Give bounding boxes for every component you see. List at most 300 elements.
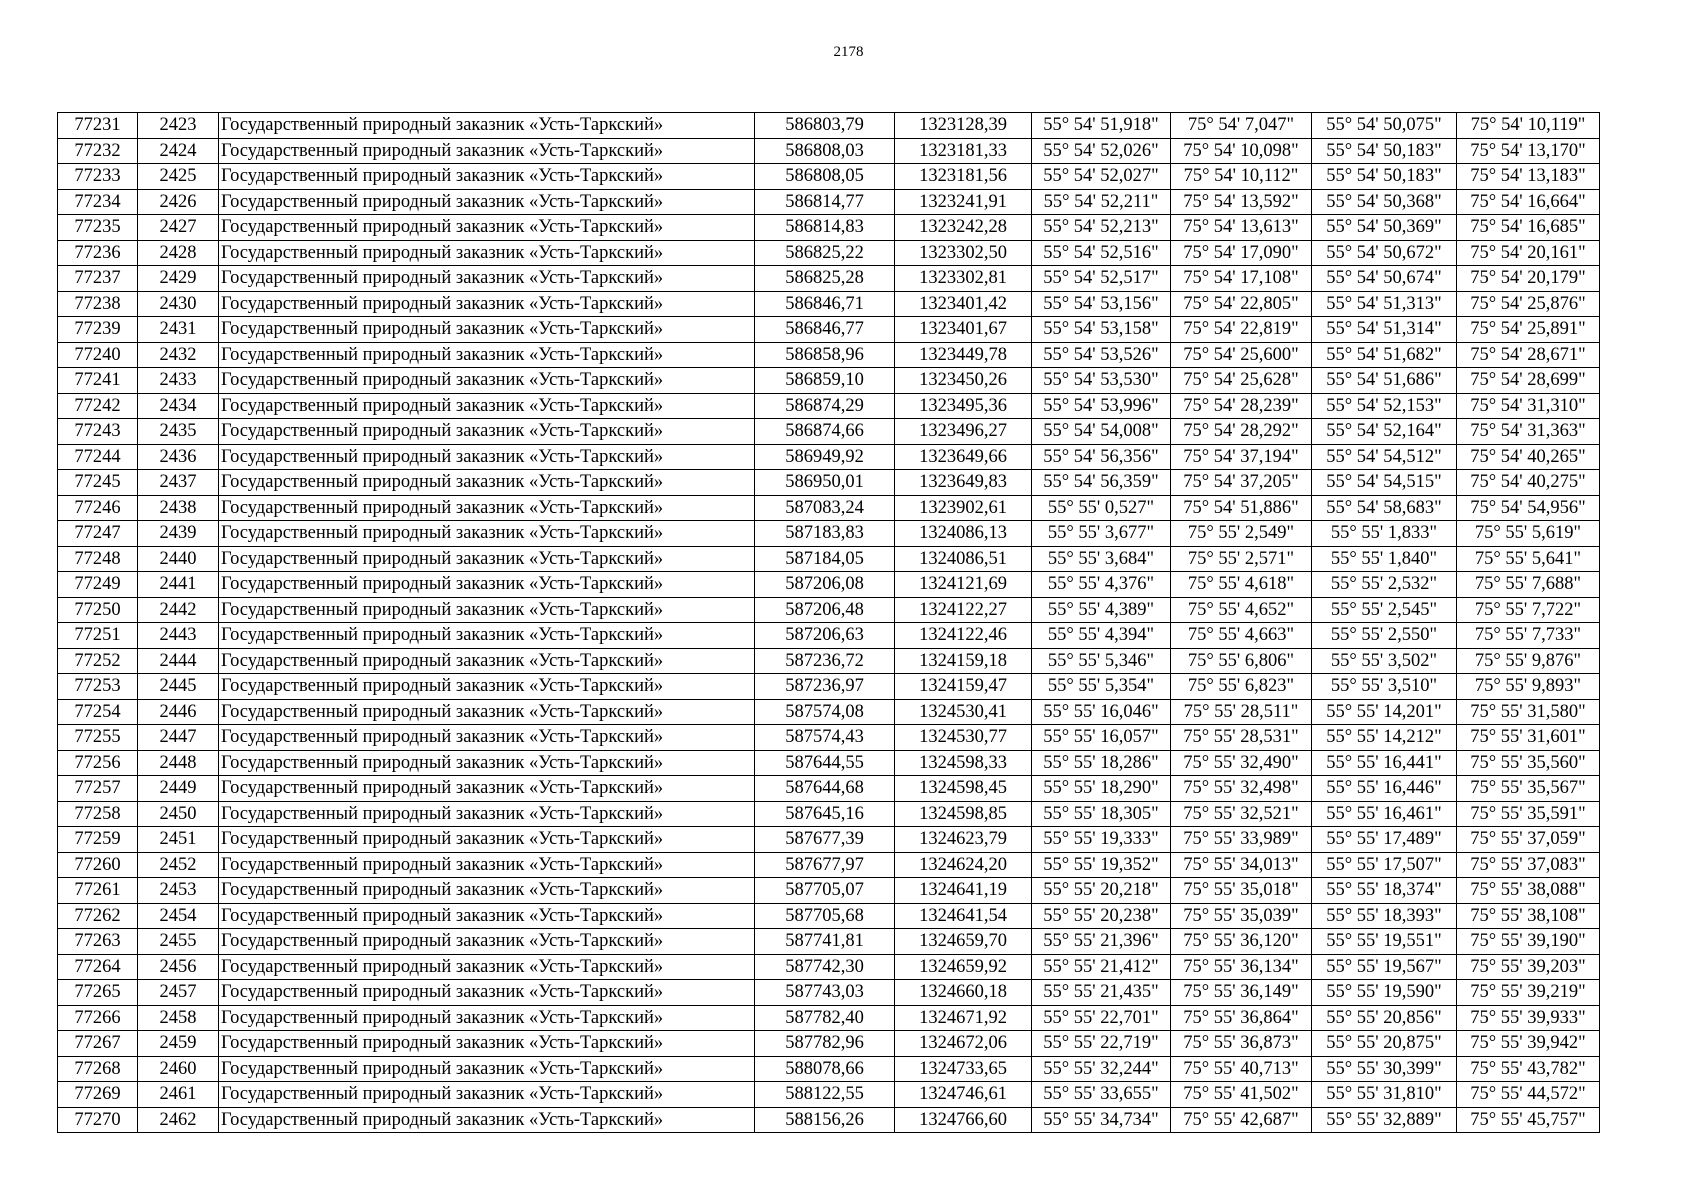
latitude-1-cell: 55° 55' 5,354" [1032,674,1171,700]
territory-name-cell: Государственный природный заказник «Усть-Таркский» [219,1005,755,1031]
longitude-1-cell: 75° 54' 22,819" [1171,317,1312,343]
latitude-1-cell: 55° 54' 56,359" [1032,470,1171,496]
coord-y-cell: 1324086,51 [895,546,1032,572]
table-row [58,189,1600,215]
territory-name-cell: Государственный природный заказник «Усть-Таркский» [219,470,755,496]
longitude-1-cell: 75° 54' 10,098" [1171,138,1312,164]
coord-x-cell: 588078,66 [755,1056,895,1082]
table-row [58,878,1600,904]
table-row [58,725,1600,751]
latitude-2-cell: 55° 54' 50,369" [1312,215,1457,241]
table-row [58,495,1600,521]
longitude-2-cell: 75° 54' 25,891" [1457,317,1600,343]
point-number-cell: 2439 [138,521,219,547]
territory-name-cell: Государственный природный заказник «Усть-Таркский» [219,215,755,241]
point-number-cell: 2451 [138,827,219,853]
latitude-1-cell: 55° 54' 52,516" [1032,240,1171,266]
record-id-cell: 77264 [58,954,138,980]
record-id-cell: 77241 [58,368,138,394]
territory-name-cell: Государственный природный заказник «Усть-Таркский» [219,1031,755,1057]
coord-x-cell: 586808,03 [755,138,895,164]
longitude-2-cell: 75° 55' 37,059" [1457,827,1600,853]
record-id-cell: 77245 [58,470,138,496]
longitude-2-cell: 75° 54' 28,671" [1457,342,1600,368]
longitude-1-cell: 75° 55' 36,864" [1171,1005,1312,1031]
table-row [58,342,1600,368]
territory-name-cell: Государственный природный заказник «Усть-Таркский» [219,572,755,598]
record-id-cell: 77238 [58,291,138,317]
record-id-cell: 77234 [58,189,138,215]
territory-name-cell: Государственный природный заказник «Усть-Таркский» [219,827,755,853]
table-row [58,546,1600,572]
latitude-2-cell: 55° 55' 1,833" [1312,521,1457,547]
territory-name-cell: Государственный природный заказник «Усть-Таркский» [219,113,755,139]
coord-x-cell: 586874,66 [755,419,895,445]
territory-name-cell: Государственный природный заказник «Усть-Таркский» [219,291,755,317]
table-body [58,113,1600,1133]
coord-x-cell: 587206,08 [755,572,895,598]
coord-y-cell: 1323401,42 [895,291,1032,317]
longitude-2-cell: 75° 55' 35,567" [1457,776,1600,802]
territory-name-cell: Государственный природный заказник «Усть-Таркский» [219,393,755,419]
coord-x-cell: 587743,03 [755,980,895,1006]
latitude-2-cell: 55° 54' 50,672" [1312,240,1457,266]
latitude-2-cell: 55° 55' 17,507" [1312,852,1457,878]
latitude-1-cell: 55° 54' 52,211" [1032,189,1171,215]
longitude-1-cell: 75° 55' 2,571" [1171,546,1312,572]
point-number-cell: 2455 [138,929,219,955]
point-number-cell: 2433 [138,368,219,394]
coord-y-cell: 1324659,70 [895,929,1032,955]
table-row [58,1107,1600,1133]
point-number-cell: 2454 [138,903,219,929]
latitude-1-cell: 55° 55' 19,333" [1032,827,1171,853]
latitude-2-cell: 55° 54' 58,683" [1312,495,1457,521]
point-number-cell: 2431 [138,317,219,343]
coord-y-cell: 1323450,26 [895,368,1032,394]
longitude-1-cell: 75° 54' 17,108" [1171,266,1312,292]
coord-y-cell: 1324122,46 [895,623,1032,649]
point-number-cell: 2423 [138,113,219,139]
record-id-cell: 77231 [58,113,138,139]
latitude-2-cell: 55° 55' 19,567" [1312,954,1457,980]
latitude-1-cell: 55° 55' 33,655" [1032,1082,1171,1108]
page-number: 2178 [833,44,864,60]
latitude-2-cell: 55° 55' 20,875" [1312,1031,1457,1057]
latitude-1-cell: 55° 55' 21,412" [1032,954,1171,980]
coord-y-cell: 1324598,33 [895,750,1032,776]
latitude-1-cell: 55° 55' 20,238" [1032,903,1171,929]
coord-x-cell: 587742,30 [755,954,895,980]
table-row [58,266,1600,292]
longitude-2-cell: 75° 55' 7,688" [1457,572,1600,598]
coord-y-cell: 1323649,83 [895,470,1032,496]
latitude-1-cell: 55° 54' 53,996" [1032,393,1171,419]
coord-x-cell: 586825,28 [755,266,895,292]
coord-x-cell: 588156,26 [755,1107,895,1133]
latitude-2-cell: 55° 55' 2,550" [1312,623,1457,649]
coord-y-cell: 1324530,41 [895,699,1032,725]
coord-y-cell: 1323128,39 [895,113,1032,139]
latitude-2-cell: 55° 55' 14,212" [1312,725,1457,751]
latitude-2-cell: 55° 55' 32,889" [1312,1107,1457,1133]
longitude-1-cell: 75° 55' 28,511" [1171,699,1312,725]
record-id-cell: 77249 [58,572,138,598]
longitude-2-cell: 75° 55' 38,088" [1457,878,1600,904]
coord-x-cell: 587645,16 [755,801,895,827]
latitude-2-cell: 55° 55' 14,201" [1312,699,1457,725]
territory-name-cell: Государственный природный заказник «Усть-Таркский» [219,546,755,572]
coord-y-cell: 1324672,06 [895,1031,1032,1057]
territory-name-cell: Государственный природный заказник «Усть-Таркский» [219,929,755,955]
point-number-cell: 2438 [138,495,219,521]
table-row [58,113,1600,139]
record-id-cell: 77257 [58,776,138,802]
longitude-2-cell: 75° 55' 45,757" [1457,1107,1600,1133]
longitude-2-cell: 75° 55' 38,108" [1457,903,1600,929]
point-number-cell: 2443 [138,623,219,649]
coord-x-cell: 586803,79 [755,113,895,139]
longitude-1-cell: 75° 55' 34,013" [1171,852,1312,878]
table-row [58,801,1600,827]
coord-y-cell: 1324086,13 [895,521,1032,547]
record-id-cell: 77233 [58,164,138,190]
coordinates-table [57,112,1600,1133]
table-row [58,572,1600,598]
point-number-cell: 2458 [138,1005,219,1031]
point-number-cell: 2450 [138,801,219,827]
point-number-cell: 2425 [138,164,219,190]
table-row [58,648,1600,674]
table-row [58,674,1600,700]
territory-name-cell: Государственный природный заказник «Усть-Таркский» [219,138,755,164]
record-id-cell: 77232 [58,138,138,164]
coord-y-cell: 1323302,81 [895,266,1032,292]
latitude-2-cell: 55° 54' 50,674" [1312,266,1457,292]
point-number-cell: 2430 [138,291,219,317]
longitude-2-cell: 75° 54' 20,179" [1457,266,1600,292]
latitude-1-cell: 55° 55' 21,435" [1032,980,1171,1006]
point-number-cell: 2441 [138,572,219,598]
latitude-1-cell: 55° 55' 5,346" [1032,648,1171,674]
record-id-cell: 77263 [58,929,138,955]
point-number-cell: 2429 [138,266,219,292]
longitude-1-cell: 75° 54' 28,239" [1171,393,1312,419]
territory-name-cell: Государственный природный заказник «Усть-Таркский» [219,444,755,470]
territory-name-cell: Государственный природный заказник «Усть-Таркский» [219,648,755,674]
latitude-2-cell: 55° 55' 3,502" [1312,648,1457,674]
table-row [58,521,1600,547]
table-row [58,852,1600,878]
coord-y-cell: 1324660,18 [895,980,1032,1006]
coord-x-cell: 588122,55 [755,1082,895,1108]
record-id-cell: 77251 [58,623,138,649]
territory-name-cell: Государственный природный заказник «Усть-Таркский» [219,368,755,394]
longitude-1-cell: 75° 54' 10,112" [1171,164,1312,190]
record-id-cell: 77250 [58,597,138,623]
table-row [58,776,1600,802]
coord-y-cell: 1324159,18 [895,648,1032,674]
longitude-2-cell: 75° 55' 35,591" [1457,801,1600,827]
record-id-cell: 77260 [58,852,138,878]
longitude-1-cell: 75° 55' 42,687" [1171,1107,1312,1133]
latitude-1-cell: 55° 54' 52,026" [1032,138,1171,164]
longitude-1-cell: 75° 54' 25,628" [1171,368,1312,394]
point-number-cell: 2426 [138,189,219,215]
table-row [58,954,1600,980]
coord-x-cell: 586814,83 [755,215,895,241]
territory-name-cell: Государственный природный заказник «Усть-Таркский» [219,342,755,368]
coord-x-cell: 586846,77 [755,317,895,343]
table-row [58,291,1600,317]
longitude-2-cell: 75° 54' 16,664" [1457,189,1600,215]
coord-x-cell: 587574,43 [755,725,895,751]
point-number-cell: 2436 [138,444,219,470]
record-id-cell: 77235 [58,215,138,241]
latitude-1-cell: 55° 55' 4,394" [1032,623,1171,649]
longitude-1-cell: 75° 55' 36,120" [1171,929,1312,955]
latitude-2-cell: 55° 54' 50,368" [1312,189,1457,215]
longitude-1-cell: 75° 54' 37,205" [1171,470,1312,496]
territory-name-cell: Государственный природный заказник «Усть-Таркский» [219,699,755,725]
coord-y-cell: 1323242,28 [895,215,1032,241]
record-id-cell: 77246 [58,495,138,521]
coord-x-cell: 587677,97 [755,852,895,878]
longitude-2-cell: 75° 55' 31,580" [1457,699,1600,725]
coord-x-cell: 586859,10 [755,368,895,394]
coord-y-cell: 1324122,27 [895,597,1032,623]
latitude-1-cell: 55° 55' 16,046" [1032,699,1171,725]
territory-name-cell: Государственный природный заказник «Усть-Таркский» [219,495,755,521]
longitude-1-cell: 75° 54' 13,613" [1171,215,1312,241]
latitude-1-cell: 55° 54' 52,027" [1032,164,1171,190]
record-id-cell: 77242 [58,393,138,419]
record-id-cell: 77248 [58,546,138,572]
longitude-2-cell: 75° 55' 37,083" [1457,852,1600,878]
longitude-1-cell: 75° 55' 36,134" [1171,954,1312,980]
record-id-cell: 77258 [58,801,138,827]
table-row [58,903,1600,929]
point-number-cell: 2437 [138,470,219,496]
table-row [58,444,1600,470]
latitude-2-cell: 55° 54' 52,153" [1312,393,1457,419]
latitude-2-cell: 55° 54' 54,512" [1312,444,1457,470]
table-row [58,750,1600,776]
territory-name-cell: Государственный природный заказник «Усть-Таркский» [219,801,755,827]
coord-y-cell: 1323241,91 [895,189,1032,215]
longitude-1-cell: 75° 55' 32,498" [1171,776,1312,802]
longitude-1-cell: 75° 55' 40,713" [1171,1056,1312,1082]
longitude-2-cell: 75° 55' 39,219" [1457,980,1600,1006]
latitude-1-cell: 55° 55' 18,305" [1032,801,1171,827]
latitude-2-cell: 55° 54' 51,682" [1312,342,1457,368]
coord-x-cell: 587782,40 [755,1005,895,1031]
longitude-2-cell: 75° 55' 39,942" [1457,1031,1600,1057]
record-id-cell: 77255 [58,725,138,751]
latitude-2-cell: 55° 55' 16,441" [1312,750,1457,776]
territory-name-cell: Государственный природный заказник «Усть-Таркский» [219,419,755,445]
coord-y-cell: 1324733,65 [895,1056,1032,1082]
table-row [58,597,1600,623]
territory-name-cell: Государственный природный заказник «Усть-Таркский» [219,852,755,878]
territory-name-cell: Государственный природный заказник «Усть-Таркский» [219,776,755,802]
point-number-cell: 2460 [138,1056,219,1082]
latitude-1-cell: 55° 55' 19,352" [1032,852,1171,878]
coord-x-cell: 587083,24 [755,495,895,521]
longitude-1-cell: 75° 55' 33,989" [1171,827,1312,853]
point-number-cell: 2444 [138,648,219,674]
longitude-1-cell: 75° 55' 36,149" [1171,980,1312,1006]
coord-x-cell: 587236,97 [755,674,895,700]
coord-y-cell: 1323181,56 [895,164,1032,190]
latitude-1-cell: 55° 54' 54,008" [1032,419,1171,445]
record-id-cell: 77240 [58,342,138,368]
point-number-cell: 2435 [138,419,219,445]
latitude-2-cell: 55° 55' 3,510" [1312,674,1457,700]
latitude-1-cell: 55° 54' 52,213" [1032,215,1171,241]
latitude-1-cell: 55° 54' 51,918" [1032,113,1171,139]
record-id-cell: 77265 [58,980,138,1006]
point-number-cell: 2461 [138,1082,219,1108]
longitude-1-cell: 75° 55' 36,873" [1171,1031,1312,1057]
latitude-1-cell: 55° 55' 20,218" [1032,878,1171,904]
longitude-2-cell: 75° 55' 39,190" [1457,929,1600,955]
coord-x-cell: 587184,05 [755,546,895,572]
coord-y-cell: 1323181,33 [895,138,1032,164]
longitude-2-cell: 75° 54' 13,183" [1457,164,1600,190]
coord-y-cell: 1323902,61 [895,495,1032,521]
record-id-cell: 77267 [58,1031,138,1057]
coord-y-cell: 1324641,54 [895,903,1032,929]
point-number-cell: 2459 [138,1031,219,1057]
coord-x-cell: 587236,72 [755,648,895,674]
point-number-cell: 2452 [138,852,219,878]
territory-name-cell: Государственный природный заказник «Усть-Таркский» [219,750,755,776]
point-number-cell: 2448 [138,750,219,776]
coord-x-cell: 587644,68 [755,776,895,802]
latitude-2-cell: 55° 55' 2,532" [1312,572,1457,598]
latitude-2-cell: 55° 55' 20,856" [1312,1005,1457,1031]
latitude-2-cell: 55° 54' 51,686" [1312,368,1457,394]
longitude-1-cell: 75° 55' 2,549" [1171,521,1312,547]
territory-name-cell: Государственный природный заказник «Усть-Таркский» [219,674,755,700]
point-number-cell: 2424 [138,138,219,164]
latitude-2-cell: 55° 54' 50,183" [1312,164,1457,190]
record-id-cell: 77237 [58,266,138,292]
coord-y-cell: 1324598,45 [895,776,1032,802]
record-id-cell: 77236 [58,240,138,266]
coord-x-cell: 586858,96 [755,342,895,368]
coord-y-cell: 1323495,36 [895,393,1032,419]
coord-y-cell: 1324671,92 [895,1005,1032,1031]
territory-name-cell: Государственный природный заказник «Усть-Таркский» [219,189,755,215]
latitude-2-cell: 55° 55' 18,374" [1312,878,1457,904]
record-id-cell: 77254 [58,699,138,725]
coord-y-cell: 1323649,66 [895,444,1032,470]
latitude-1-cell: 55° 54' 53,526" [1032,342,1171,368]
latitude-2-cell: 55° 55' 19,590" [1312,980,1457,1006]
territory-name-cell: Государственный природный заказник «Усть-Таркский» [219,1056,755,1082]
latitude-2-cell: 55° 54' 50,183" [1312,138,1457,164]
longitude-2-cell: 75° 54' 10,119" [1457,113,1600,139]
longitude-2-cell: 75° 55' 5,619" [1457,521,1600,547]
latitude-2-cell: 55° 55' 17,489" [1312,827,1457,853]
longitude-1-cell: 75° 54' 17,090" [1171,240,1312,266]
table-row [58,393,1600,419]
record-id-cell: 77253 [58,674,138,700]
longitude-2-cell: 75° 55' 35,560" [1457,750,1600,776]
table-row [58,1056,1600,1082]
latitude-2-cell: 55° 55' 16,461" [1312,801,1457,827]
latitude-2-cell: 55° 55' 18,393" [1312,903,1457,929]
point-number-cell: 2427 [138,215,219,241]
territory-name-cell: Государственный природный заказник «Усть-Таркский» [219,1082,755,1108]
coord-x-cell: 587644,55 [755,750,895,776]
coord-x-cell: 587574,08 [755,699,895,725]
coord-x-cell: 587705,68 [755,903,895,929]
longitude-1-cell: 75° 54' 7,047" [1171,113,1312,139]
coord-x-cell: 586814,77 [755,189,895,215]
table-row [58,164,1600,190]
longitude-1-cell: 75° 54' 51,886" [1171,495,1312,521]
point-number-cell: 2445 [138,674,219,700]
longitude-2-cell: 75° 55' 9,893" [1457,674,1600,700]
point-number-cell: 2462 [138,1107,219,1133]
record-id-cell: 77256 [58,750,138,776]
record-id-cell: 77261 [58,878,138,904]
record-id-cell: 77244 [58,444,138,470]
record-id-cell: 77268 [58,1056,138,1082]
coord-y-cell: 1324530,77 [895,725,1032,751]
latitude-1-cell: 55° 54' 53,530" [1032,368,1171,394]
latitude-1-cell: 55° 55' 34,734" [1032,1107,1171,1133]
latitude-2-cell: 55° 54' 54,515" [1312,470,1457,496]
coord-x-cell: 587782,96 [755,1031,895,1057]
coord-x-cell: 587183,83 [755,521,895,547]
table-row [58,470,1600,496]
longitude-2-cell: 75° 54' 20,161" [1457,240,1600,266]
longitude-2-cell: 75° 55' 39,203" [1457,954,1600,980]
longitude-2-cell: 75° 55' 7,733" [1457,623,1600,649]
latitude-2-cell: 55° 54' 51,313" [1312,291,1457,317]
coord-y-cell: 1324766,60 [895,1107,1032,1133]
coord-y-cell: 1324624,20 [895,852,1032,878]
longitude-1-cell: 75° 54' 28,292" [1171,419,1312,445]
table-row [58,368,1600,394]
latitude-1-cell: 55° 55' 4,389" [1032,597,1171,623]
territory-name-cell: Государственный природный заказник «Усть-Таркский» [219,597,755,623]
latitude-2-cell: 55° 55' 19,551" [1312,929,1457,955]
longitude-1-cell: 75° 55' 4,663" [1171,623,1312,649]
point-number-cell: 2453 [138,878,219,904]
coord-x-cell: 587677,39 [755,827,895,853]
longitude-2-cell: 75° 54' 28,699" [1457,368,1600,394]
point-number-cell: 2447 [138,725,219,751]
record-id-cell: 77259 [58,827,138,853]
coord-y-cell: 1324623,79 [895,827,1032,853]
coord-y-cell: 1324659,92 [895,954,1032,980]
latitude-1-cell: 55° 55' 0,527" [1032,495,1171,521]
record-id-cell: 77252 [58,648,138,674]
territory-name-cell: Государственный природный заказник «Усть-Таркский» [219,240,755,266]
longitude-1-cell: 75° 55' 4,652" [1171,597,1312,623]
latitude-1-cell: 55° 55' 18,290" [1032,776,1171,802]
coord-x-cell: 586825,22 [755,240,895,266]
point-number-cell: 2432 [138,342,219,368]
longitude-1-cell: 75° 55' 35,039" [1171,903,1312,929]
record-id-cell: 77269 [58,1082,138,1108]
table-row [58,699,1600,725]
